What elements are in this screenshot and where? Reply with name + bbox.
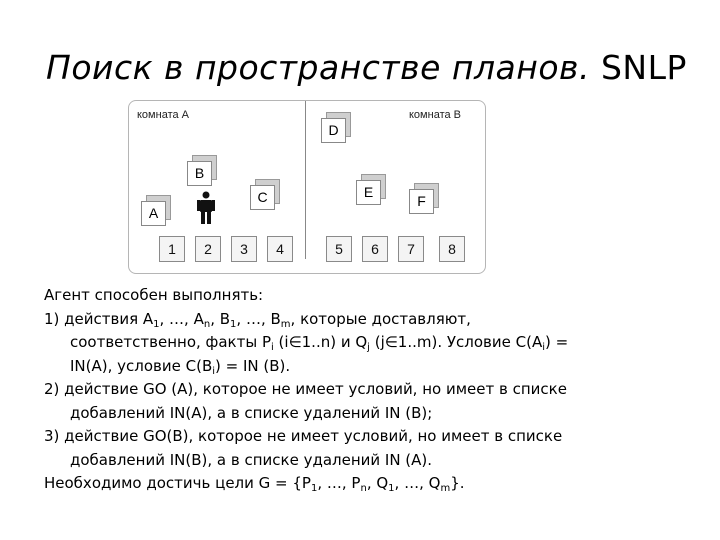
cell-6: 6 [362, 236, 388, 262]
cell-1: 1 [159, 236, 185, 262]
cell-3: 3 [231, 236, 257, 262]
cell-5: 5 [326, 236, 352, 262]
item-1-line-2: соответственно, факты $P_i$ (i∈1..n) и $Q_j$ (j∈1..m). Условие $C(A_i)$ = [70, 333, 569, 353]
room-divider [305, 101, 306, 259]
item-2-line-2: добавлений IN(A), а в списке удалений IN (B); [70, 403, 433, 422]
title-plain: SNLP [600, 48, 687, 87]
item-1-line-1: 1) действия $A_1$, …, $A_n$, $B_1$, …, $B_m$, которые доставляют, [44, 309, 471, 330]
slide-body [44, 284, 684, 496]
cell-8: 8 [439, 236, 465, 262]
item-3-line-1: 3) действие GO(B), которое не имеет условий, но имеет в списке [44, 427, 563, 445]
cell-4: 4 [267, 236, 293, 262]
item-3-line-2: добавлений IN(B), а в списке удалений IN (A). [70, 450, 433, 469]
rooms-diagram: комната A комната B A B C D E F 1 2 3 4 5 6 7 8 [128, 100, 486, 274]
cell-2: 2 [195, 236, 221, 262]
intro-line: Агент способен выполнять: [44, 286, 264, 304]
title-italic: Поиск в пространстве планов. [46, 48, 590, 87]
slide-title [46, 48, 687, 87]
person-icon [195, 191, 217, 225]
item-2-line-1: 2) действие GO (A), которое не имеет условий, но имеет в списке [44, 380, 567, 398]
cell-7: 7 [398, 236, 424, 262]
item-1-line-3: IN(A), условие $C(B_i)$ = IN (B). [70, 356, 291, 377]
room-b-label: комната B [409, 109, 461, 121]
room-a-label: комната A [137, 109, 189, 121]
goal-line: Необходимо достичь цели $G = \{P_1$, …, $P_n$, $Q_1$, …, $Q_m$}. [44, 474, 465, 494]
